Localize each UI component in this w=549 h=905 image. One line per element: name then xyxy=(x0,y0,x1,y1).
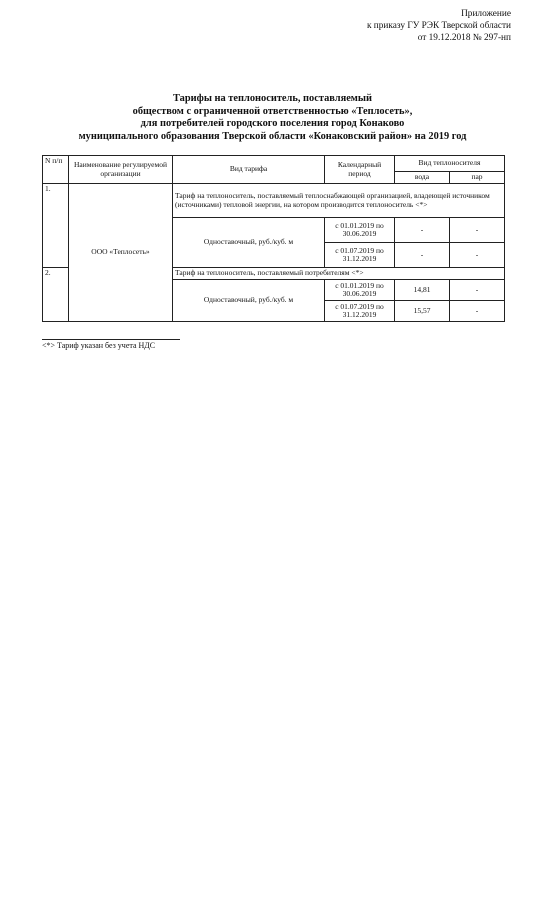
table-row xyxy=(43,184,505,218)
organization-name: ООО «Теплосеть» xyxy=(69,184,173,322)
appendix-line-2: к приказу ГУ РЭК Тверской области xyxy=(366,21,511,31)
header-steam: пар xyxy=(450,172,505,184)
header-tariff-type: Вид тарифа xyxy=(173,156,325,184)
tariff-type: Одноставочный, руб./куб. м xyxy=(173,280,325,322)
header-organization: Наименование регулируемой организации xyxy=(69,156,173,184)
water-value: - xyxy=(395,218,450,243)
footnote: <*> Тариф указан без учета НДС xyxy=(42,341,156,350)
period-cell: с 01.01.2019 по 30.06.2019 xyxy=(325,280,395,301)
title-line-4: муниципального образования Тверской области «Конаковский район» на 2019 год xyxy=(78,130,467,142)
appendix-block xyxy=(251,8,511,44)
header-period: Календарный период xyxy=(325,156,395,184)
water-value: 15,57 xyxy=(395,301,450,322)
water-value: - xyxy=(395,243,450,268)
title-line-1: Тарифы на теплоноситель, поставляемый xyxy=(173,93,372,104)
tariff-type: Одноставочный, руб./куб. м xyxy=(173,218,325,268)
period-cell: с 01.07.2019 по 31.12.2019 xyxy=(325,243,395,268)
steam-value: - xyxy=(450,218,505,243)
tariff-table xyxy=(42,155,505,322)
section-caption: Тариф на теплоноситель, поставляемый потребителям <*> xyxy=(173,268,505,280)
steam-value: - xyxy=(450,243,505,268)
row-number: 1. xyxy=(43,184,69,268)
table-header-row xyxy=(43,156,505,172)
document-title xyxy=(40,93,505,143)
header-water: вода xyxy=(395,172,450,184)
appendix-line-1: Приложение xyxy=(461,9,511,19)
title-line-2: обществом с ограниченной ответственностью «Теплосеть», xyxy=(132,105,413,117)
appendix-line-3: от 19.12.2018 № 297-нп xyxy=(417,33,511,43)
steam-value: - xyxy=(450,280,505,301)
period-cell: с 01.01.2019 по 30.06.2019 xyxy=(325,218,395,243)
period-cell: с 01.07.2019 по 31.12.2019 xyxy=(325,301,395,322)
section-caption: Тариф на теплоноситель, поставляемый теплоснабжающей организацией, владеющей источником (источниками) тепловой энергии, на котором производится теплоноситель <*> xyxy=(173,184,505,218)
row-number: 2. xyxy=(43,268,69,322)
header-carrier: Вид теплоносителя xyxy=(395,156,505,172)
footnote-divider xyxy=(42,339,180,340)
header-number: N п/п xyxy=(43,156,69,184)
water-value: 14,81 xyxy=(395,280,450,301)
steam-value: - xyxy=(450,301,505,322)
title-line-3: для потребителей городского поселения город Конаково xyxy=(140,118,405,129)
